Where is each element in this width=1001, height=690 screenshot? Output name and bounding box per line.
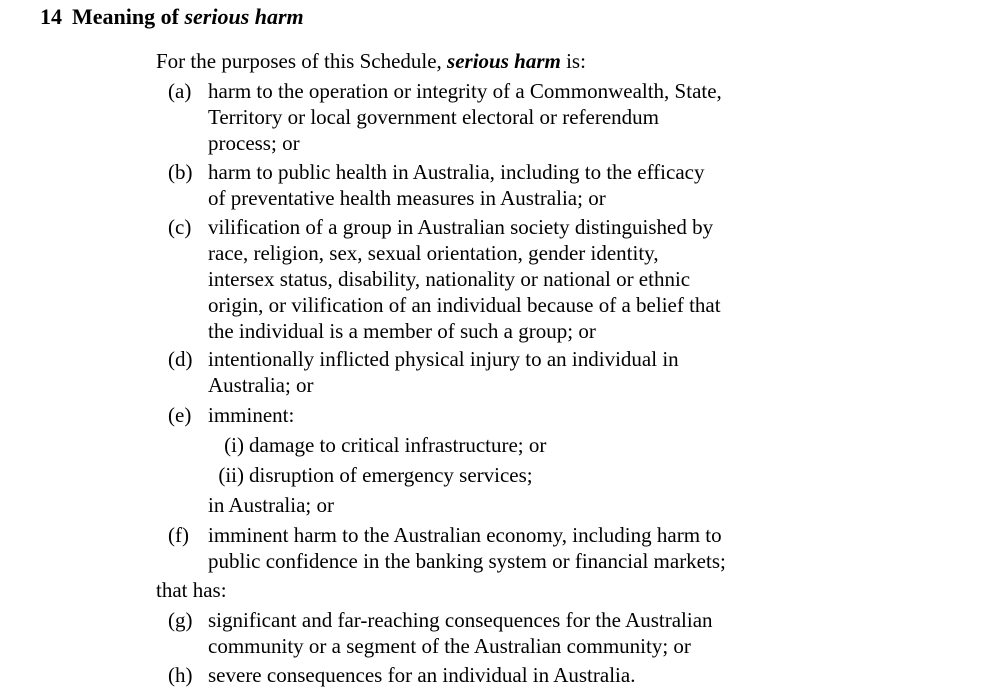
intro-sentence: [156, 48, 586, 74]
paragraph-line: imminent:: [208, 403, 295, 427]
paragraph-line: harm to public health in Australia, including to the efficacy: [208, 160, 705, 184]
paragraph-line: Australia; or: [208, 373, 314, 397]
paragraph-line: vilification of a group in Australian society distinguished by: [208, 215, 714, 239]
paragraph-line: severe consequences for an individual in Australia.: [208, 663, 636, 687]
intro-term: serious harm: [447, 49, 561, 73]
paragraph-body: [208, 522, 768, 574]
paragraph-label: (a): [168, 79, 192, 103]
paragraph-body: [208, 214, 768, 344]
paragraph-line: imminent harm to the Australian economy, including harm to: [208, 523, 722, 547]
paragraph-label: (c): [168, 215, 192, 239]
paragraph-body: [208, 78, 768, 156]
paragraph-e: [168, 402, 768, 428]
paragraph-d: [168, 346, 768, 398]
subparagraph-label: (ii): [218, 463, 244, 487]
paragraph-label: (d): [168, 347, 193, 371]
subparagraph-label: (i): [224, 433, 244, 457]
paragraph-line: origin, or vilification of an individual because of a belief that: [208, 293, 721, 317]
paragraph-body: [208, 346, 768, 398]
subparagraph-e-i: [208, 432, 546, 458]
paragraph-label: (b): [168, 160, 193, 184]
paragraph-line: Territory or local government electoral or referendum: [208, 105, 659, 129]
section-title-prefix: Meaning of: [72, 4, 185, 29]
subparagraph-text: damage to critical infrastructure; or: [249, 433, 547, 457]
paragraph-line: race, religion, sex, sexual orientation, gender identity,: [208, 241, 659, 265]
intro-suffix: is:: [560, 49, 586, 73]
intro-prefix: For the purposes of this Schedule,: [156, 49, 448, 73]
paragraph-e-closing: in Australia; or: [208, 493, 334, 517]
section-title-term: serious harm: [184, 4, 304, 29]
paragraph-line: intersex status, disability, nationality or national or ethnic: [208, 267, 691, 291]
section-heading: [40, 4, 304, 30]
paragraph-line: of preventative health measures in Australia; or: [208, 186, 606, 210]
subparagraph-text: disruption of emergency services;: [249, 463, 533, 487]
paragraph-b: [168, 159, 768, 211]
paragraph-line: intentionally inflicted physical injury to an individual in: [208, 347, 679, 371]
paragraph-line: significant and far-reaching consequences for the Australian: [208, 608, 713, 632]
paragraph-body: [208, 607, 768, 659]
paragraph-body: [208, 662, 768, 688]
section-number: 14: [40, 4, 62, 29]
paragraph-line: public confidence in the banking system or financial markets;: [208, 549, 726, 573]
paragraph-g: [168, 607, 768, 659]
connector-text: that has:: [156, 578, 227, 602]
paragraph-label: (f): [168, 523, 189, 547]
paragraph-body: [208, 402, 768, 428]
paragraph-line: the individual is a member of such a group; or: [208, 319, 596, 343]
paragraph-a: [168, 78, 768, 156]
paragraph-label: (g): [168, 608, 193, 632]
paragraph-body: [208, 159, 768, 211]
paragraph-line: process; or: [208, 131, 300, 155]
paragraph-line: harm to the operation or integrity of a Commonwealth, State,: [208, 79, 722, 103]
paragraph-label: (h): [168, 663, 193, 687]
paragraph-f: [168, 522, 768, 574]
subparagraph-e-ii: [208, 462, 533, 488]
paragraph-line: community or a segment of the Australian community; or: [208, 634, 691, 658]
paragraph-c: [168, 214, 768, 344]
paragraph-label: (e): [168, 403, 192, 427]
paragraph-h: [168, 662, 768, 688]
